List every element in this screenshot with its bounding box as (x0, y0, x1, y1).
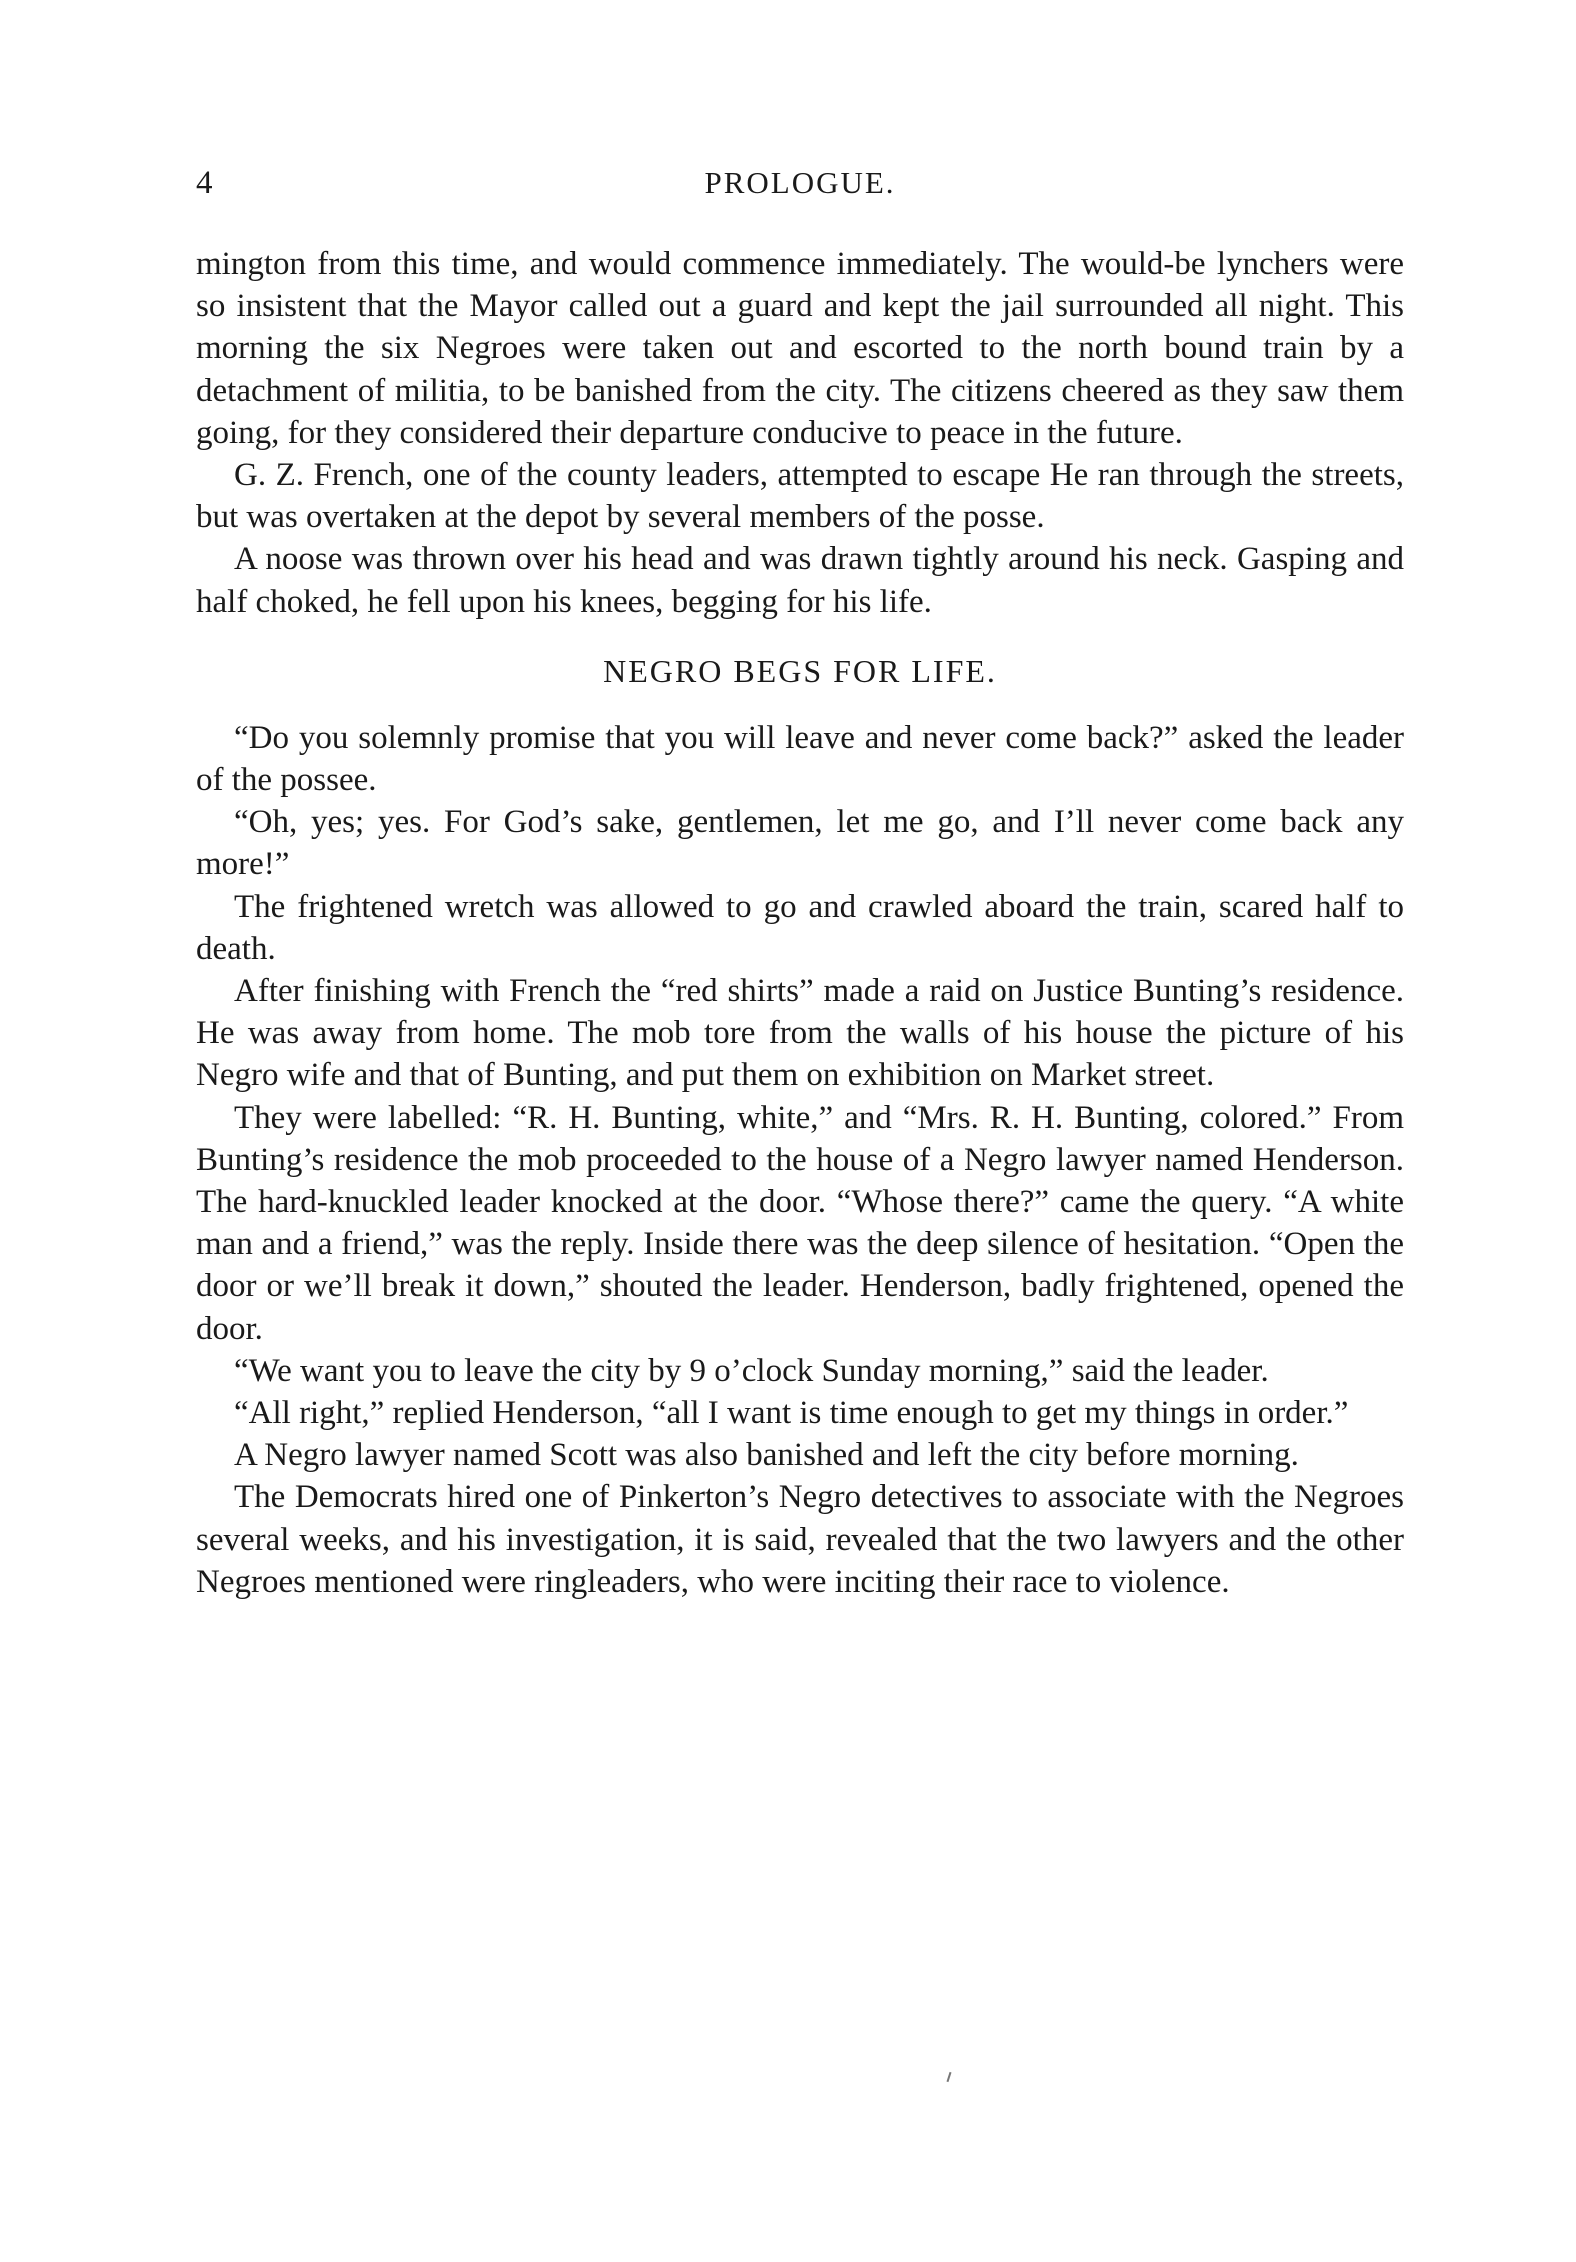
section-heading: NEGRO BEGS FOR LIFE. (603, 652, 997, 689)
paragraph-pinkerton: The Democrats hired one of Pinkerton’s Negro detectives to associate with the Negroes several weeks, and his investigation, it is said, revealed that the two lawyers and the other Negroes mentioned were ringleaders, who were inciting their race to violence. (196, 1479, 1404, 1600)
paragraph-bunting-raid: After finishing with French the “red shirts” made a raid on Justice Bunting’s residence. He was away from home. The mob tore from the walls of his house the picture of his Negro wife and that of Bunting, and put them on exhibition on Market street. (196, 973, 1404, 1094)
paragraph-scott: A Negro lawyer named Scott was also banished and left the city before morning. (234, 1437, 1299, 1474)
paragraph-labelled: They were labelled: “R. H. Bunting, white,” and “Mrs. R. H. Bunting, colored.” From Bunting’s residence the mob proceeded to the house of a Negro lawyer named Henderson. The hard-knuckled leader knocked at the door. “Whose there?” came the query. “A white man and a friend,” was the reply. Inside there was the deep silence of hesitation. “Open the door or we’ll break it down,” shouted the leader. Henderson, badly frightened, opened the door. (196, 1099, 1404, 1347)
paragraph-noose: A noose was thrown over his head and was drawn tightly around his neck. Gasping and half choked, he fell upon his knees, begging for his life. (196, 541, 1404, 620)
page-number: 4 (196, 165, 213, 201)
page-header (196, 158, 1404, 208)
paragraph-plea: “Oh, yes; yes. For God’s sake, gentlemen, let me go, and I’ll never come back any more!” (196, 804, 1404, 883)
print-speck (947, 2072, 952, 2082)
running-head: PROLOGUE. (704, 165, 896, 200)
paragraph-leave-city: “We want you to leave the city by 9 o’clock Sunday morning,” said the leader. (234, 1352, 1269, 1389)
page-body (196, 243, 1404, 1603)
paragraph-solemn-promise: “Do you solemnly promise that you will leave and never come back?” asked the leader of the possee. (196, 719, 1404, 799)
paragraph-continued: mington from this time, and would commence immediately. The would-be lynchers were so insistent that the Mayor called out a guard and kept the jail surrounded all night. This morning the six Negroes were taken out and escorted to the north bound train by a detachment of militia, to be banished from the city. The citizens cheered as they saw them going, for they considered their departure conducive to peace in the future. (196, 246, 1404, 451)
paragraph-french-escape: G. Z. French, one of the county leaders, attempted to escape He ran through the streets, but was overtaken at the depot by several members of the posse. (196, 457, 1404, 536)
paragraph-henderson-reply: “All right,” replied Henderson, “all I want is time enough to get my things in order.” (234, 1395, 1349, 1432)
paragraph-wretch: The frightened wretch was allowed to go and crawled aboard the train, scared half to death. (196, 888, 1404, 967)
